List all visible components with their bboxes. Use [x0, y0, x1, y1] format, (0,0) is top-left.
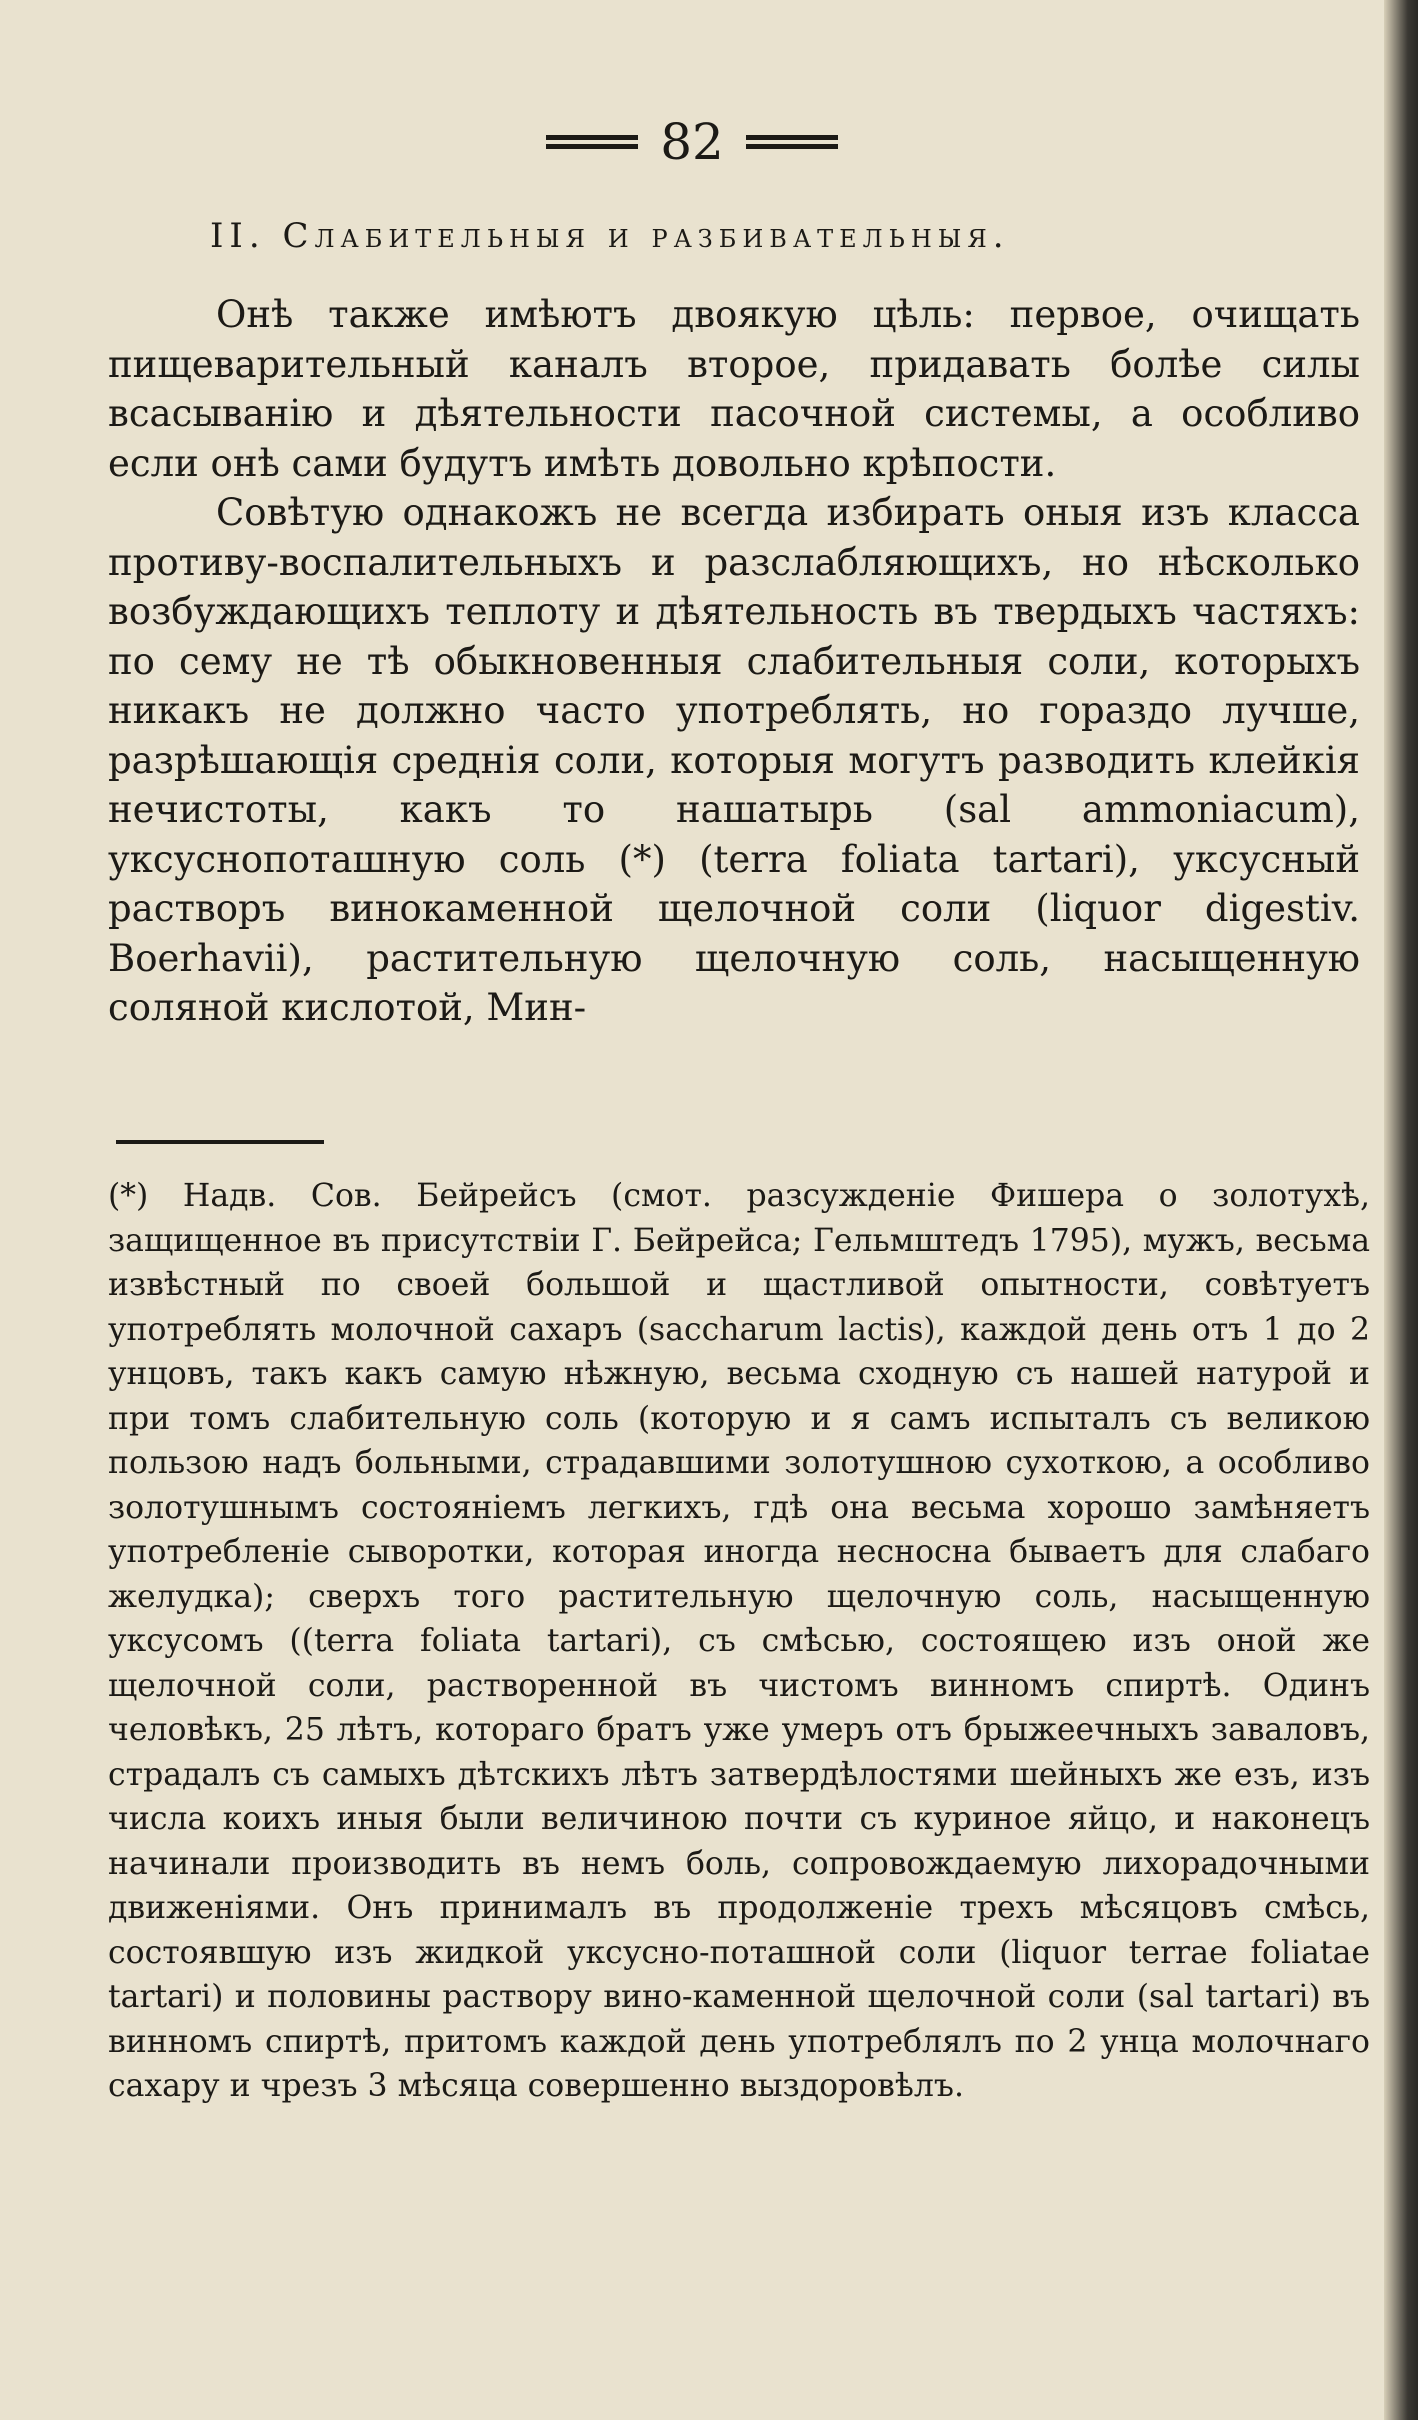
paragraph: Онѣ также имѣютъ двоякую цѣль: первое, очищать пищеварительный каналъ второе, придавать болѣе силы всасыванію и дѣятельности пасочной системы, а особливо если онѣ сами будутъ имѣть довольно крѣпости. [108, 293, 1360, 485]
header-rule-right [746, 135, 838, 149]
footnote [108, 1174, 1370, 2109]
header-rule-left [546, 135, 638, 149]
page-number: 82 [660, 113, 724, 171]
paragraph: Совѣтую однакожъ не всегда избирать оныя изъ класса противу-воспалительныхъ и разслабляющихъ, но нѣсколько возбуждающихъ теплоту и дѣятельность въ твердыхъ частяхъ: по сему не тѣ обыкновенныя слабительныя соли, которыхъ никакъ не должно часто употреблять, но гораздо лучше, разрѣшающія среднія соли, которыя могутъ разводить клейкія нечистоты, какъ то нашатырь (sal ammoniacum), уксуснопоташную соль (*) (terra foliata tartari), уксусный растворъ винокаменной щелочной соли (liquor digestiv. Boerhavii), растительную щелочную соль, насыщенную соляной кислотой, Мин- [108, 491, 1360, 1029]
footnote-text: (*) Надв. Сов. Бейрейсъ (смот. разсужденіе Фишера о золотухѣ, защищенное въ присутствіи Г. Бейрейса; Гельмштедъ 1795), мужъ, весьма извѣстный по своей большой и щастливой опытности, совѣтуетъ употреблять молочной сахаръ (saccharum lactis), каждой день отъ 1 до 2 унцовъ, такъ какъ самую нѣжную, весьма сходную съ нашей натурой и при томъ слабительную соль (которую и я самъ испыталъ съ великою пользою надъ больными, страдавшими золотушною сухоткою, а особливо золотушнымъ состояніемъ легкихъ, гдѣ она весьма хорошо замѣняетъ употребленіе сыворотки, которая иногда несносна бываетъ для слабаго желудка); сверхъ того растительную щелочную соль, насыщенную уксусомъ ((terra foliata tartari), съ смѣсью, состоящею изъ оной же щелочной соли, растворенной въ чистомъ винномъ спиртѣ. Одинъ человѣкъ, 25 лѣтъ, котораго братъ уже умеръ отъ брыжеечныхъ заваловъ, страдалъ съ самыхъ дѣтскихъ лѣтъ затвердѣлостями шейныхъ же езъ, изъ числа коихъ иныя были величиною почти съ куриное яйцо, и наконецъ начинали производить въ немъ боль, сопровождаемую лихорадочными движеніями. Онъ принималъ въ продолженіе трехъ мѣсяцовъ смѣсь, состоявшую изъ жидкой уксусно-поташной соли (liquor terrae foliatae tartari) и половины раствору вино-каменной щелочной соли (sal tartari) въ винномъ спиртѣ, притомъ каждой день употреблялъ по 2 унца молочнаго сахару и чрезъ 3 мѣсяца совершенно выздоровѣлъ. [108, 1178, 1370, 2104]
page-edge [1384, 0, 1418, 2420]
page-header [0, 112, 1384, 172]
section-heading: II. Слабительныя и разбивательныя. [210, 216, 1010, 256]
footnote-rule [116, 1140, 324, 1144]
main-text [108, 290, 1360, 1033]
